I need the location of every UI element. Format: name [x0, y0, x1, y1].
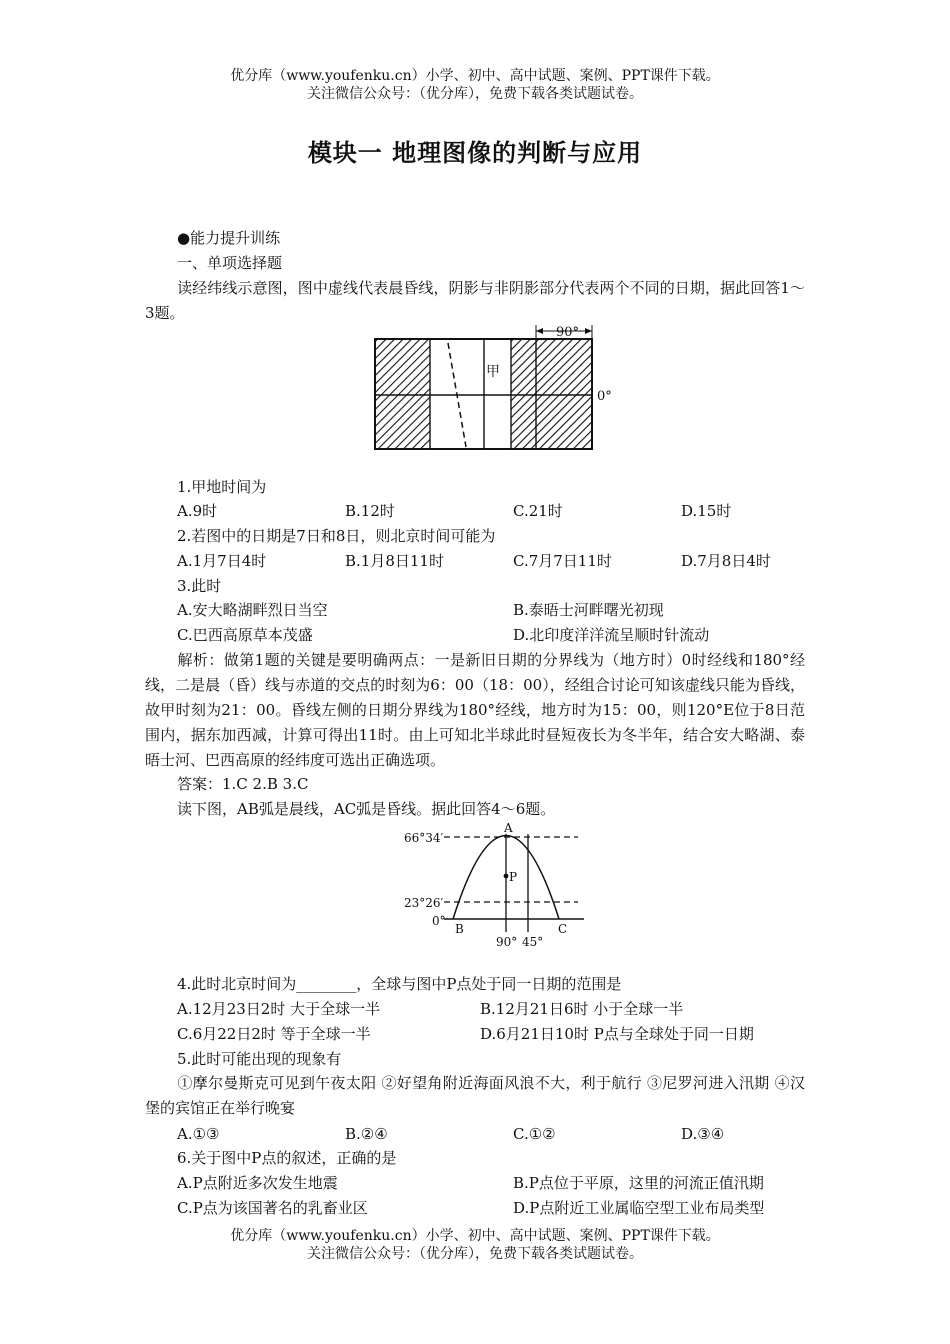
q5-stem: 5.此时可能出现的现象有 — [177, 1050, 342, 1068]
label-66-34: 66°34′ — [404, 831, 444, 845]
header-line-1: 优分库（www.youfenku.cn）小学、初中、高中试题、案例、PPT课件下载。 — [230, 68, 720, 84]
q1-option-a[interactable]: A.9时 — [177, 502, 218, 520]
practice-label: ●能力提升训练 — [177, 229, 281, 247]
q5-option-b[interactable]: B.②④ — [345, 1125, 388, 1143]
q4-stem: 4.此时北京时间为________，全球与图中P点处于同一日期的范围是 — [177, 975, 622, 993]
q3-option-c[interactable]: C.巴西高原草本茂盛 — [177, 626, 313, 644]
q5-statements: ①摩尔曼斯克可见到午夜太阳 ②好望角附近海面风浪不大，利于航行 ③尼罗河进入汛期 ④汉堡的宾馆正在举行晚宴 — [145, 1074, 805, 1117]
q6-option-d[interactable]: D.P点附近工业属临空型工业布局类型 — [513, 1199, 765, 1217]
q1-option-b[interactable]: B.12时 — [345, 502, 395, 520]
q4-option-a[interactable]: A.12月23日2时 大于全球一半 — [177, 1000, 381, 1018]
q6-stem: 6.关于图中P点的叙述，正确的是 — [177, 1149, 397, 1167]
page-title: 模块一 地理图像的判断与应用 — [307, 139, 643, 167]
label-45-deg-lon: 45° — [522, 935, 544, 949]
q2-option-c[interactable]: C.7月7日11时 — [513, 552, 612, 570]
q2-option-b[interactable]: B.1月8日11时 — [345, 552, 444, 570]
q1-option-d[interactable]: D.15时 — [681, 502, 732, 520]
q1-stem: 1.甲地时间为 — [177, 478, 267, 496]
footer-line-1: 优分库（www.youfenku.cn）小学、初中、高中试题、案例、PPT课件下载。 — [230, 1228, 720, 1244]
q2-option-a[interactable]: A.1月7日4时 — [177, 552, 267, 570]
q4-option-c[interactable]: C.6月22日2时 等于全球一半 — [177, 1025, 371, 1043]
q5-option-d[interactable]: D.③④ — [681, 1125, 725, 1143]
label-0-deg: 0° — [432, 914, 446, 928]
q3-option-d[interactable]: D.北印度洋洋流呈顺时针流动 — [513, 626, 710, 644]
q2-stem: 2.若图中的日期是7日和8日，则北京时间可能为 — [177, 527, 496, 545]
q5-option-c[interactable]: C.①② — [513, 1125, 556, 1143]
intro-paragraph-2: 读下图，AB弧是晨线，AC弧是昏线。据此回答4～6题。 — [177, 800, 556, 818]
figure-terminator-curve — [400, 822, 590, 952]
label-90-deg: 90° — [556, 325, 580, 340]
footer-line-2: 关注微信公众号：（优分库），免费下载各类试题试卷。 — [307, 1246, 643, 1262]
q3-stem: 3.此时 — [177, 577, 222, 595]
q1-option-c[interactable]: C.21时 — [513, 502, 563, 520]
label-p: P — [509, 870, 518, 884]
label-a: A — [504, 822, 513, 835]
q3-option-b[interactable]: B.泰晤士河畔曙光初现 — [513, 601, 664, 619]
q6-option-c[interactable]: C.P点为该国著名的乳畜业区 — [177, 1199, 368, 1217]
q5-option-a[interactable]: A.①③ — [177, 1125, 220, 1143]
label-b: B — [455, 922, 464, 936]
label-23-26: 23°26′ — [404, 896, 444, 910]
label-equator: 0° — [597, 389, 612, 404]
q6-option-a[interactable]: A.P点附近多次发生地震 — [177, 1174, 338, 1192]
header-line-2: 关注微信公众号：（优分库），免费下载各类试题试卷。 — [307, 86, 643, 102]
answer-line: 答案：1.C 2.B 3.C — [177, 775, 309, 793]
analysis-paragraph: 解析：做第1题的关键是要明确两点：一是新旧日期的分界线为（地方时）0时经线和180°经线，二是晨（昏）线与赤道的交点的时刻为6：00（18：00），经组合讨论可知该虚线只能为昏线，故甲时刻为21：00。昏线左侧的日期分界线为180°经线，地方时为15：00，则120°E位于8日范围内，据东加西减，计算可得出11时。由上可知北半球此时昼短夜长为冬半年，结合安大略湖、泰晤士河、巴西高原的经纬度可选出正确选项。 — [145, 651, 805, 769]
intro-paragraph-1: 读经纬线示意图，图中虚线代表晨昏线，阴影与非阴影部分代表两个不同的日期，据此回答1～3题。 — [145, 279, 805, 322]
q4-option-d[interactable]: D.6月21日10时 P点与全球处于同一日期 — [480, 1025, 754, 1043]
point-p — [504, 874, 509, 879]
label-jia: 甲 — [486, 364, 500, 380]
figure-longitude-grid — [360, 322, 620, 454]
q2-option-d[interactable]: D.7月8日4时 — [681, 552, 771, 570]
label-90-deg-lon: 90° — [496, 935, 518, 949]
hatched-region-left — [375, 339, 430, 449]
q4-option-b[interactable]: B.12月21日6时 小于全球一半 — [480, 1000, 684, 1018]
q6-option-b[interactable]: B.P点位于平原，这里的河流正值汛期 — [513, 1174, 764, 1192]
label-c: C — [558, 922, 568, 936]
q3-option-a[interactable]: A.安大略湖畔烈日当空 — [177, 601, 328, 619]
question-type-label: 一、单项选择题 — [177, 254, 283, 272]
hatched-region-right — [511, 339, 592, 449]
